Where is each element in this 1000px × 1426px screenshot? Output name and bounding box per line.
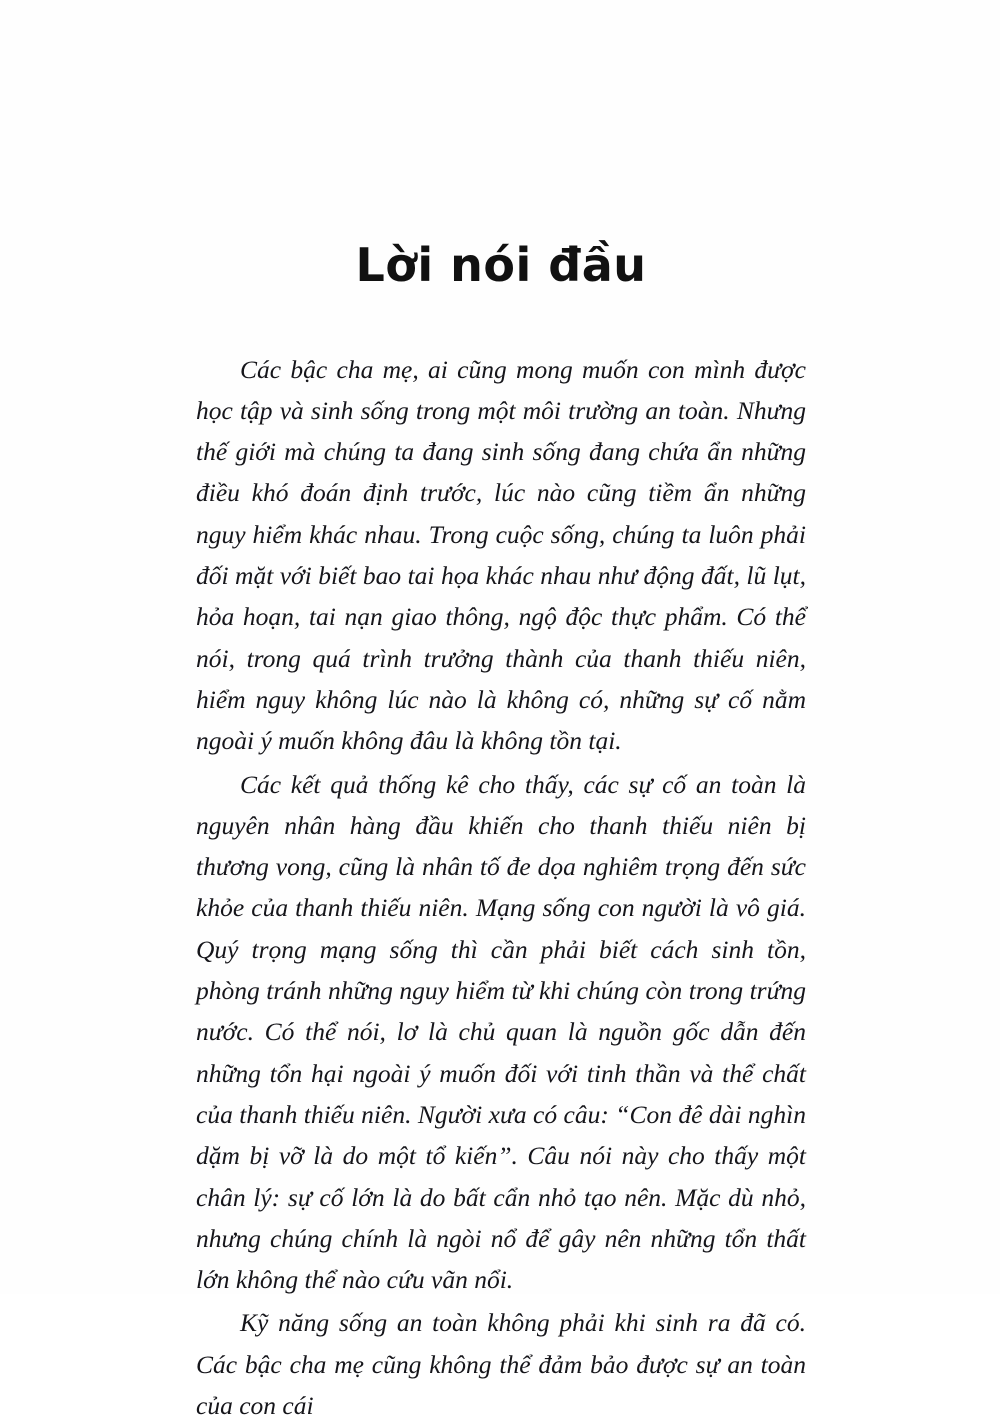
page-content — [196, 240, 806, 1426]
paragraph-2: Các kết quả thống kê cho thấy, các sự cố an toàn là nguyên nhân hàng đầu khiến cho thanh thiếu niên bị thương vong, cũng là nhân tố đe dọa nghiêm trọng đến sức khỏe của thanh thiếu niên. Mạng sống con người là vô giá. Quý trọng mạng sống thì cần phải biết cách sinh tồn, phòng tránh những nguy hiểm từ khi chúng còn trong trứng nước. Có thể nói, lơ là chủ quan là nguồn gốc dẫn đến những tổn hại ngoài ý muốn đối với tinh thần và thể chất của thanh thiếu niên. Người xưa có câu: “Con đê dài nghìn dặm bị vỡ là do một tổ kiến”. Câu nói này cho thấy một chân lý: sự cố lớn là do bất cẩn nhỏ tạo nên. Mặc dù nhỏ, nhưng chúng chính là ngòi nổ để gây nên những tổn thất lớn không thể nào cứu vãn nổi. — [196, 769, 806, 1295]
paragraph-1: Các bậc cha mẹ, ai cũng mong muốn con mình được học tập và sinh sống trong một môi trường an toàn. Nhưng thế giới mà chúng ta đang sinh sống đang chứa ẩn những điều khó đoán định trước, lúc nào cũng tiềm ẩn những nguy hiểm khác nhau. Trong cuộc sống, chúng ta luôn phải đối mặt với biết bao tai họa khác nhau như động đất, lũ lụt, hỏa hoạn, tai nạn giao thông, ngộ độc thực phẩm. Có thể nói, trong quá trình trưởng thành của thanh thiếu niên, hiểm nguy không lúc nào là không có, những sự cố nằm ngoài ý muốn không đâu là không tồn tại. — [196, 354, 806, 756]
paragraph-3: Kỹ năng sống an toàn không phải khi sinh ra đã có. Các bậc cha mẹ cũng không thể đảm bảo được sự an toàn của con cái — [196, 1308, 806, 1421]
chapter-title: Lời nói đầu — [355, 238, 647, 292]
